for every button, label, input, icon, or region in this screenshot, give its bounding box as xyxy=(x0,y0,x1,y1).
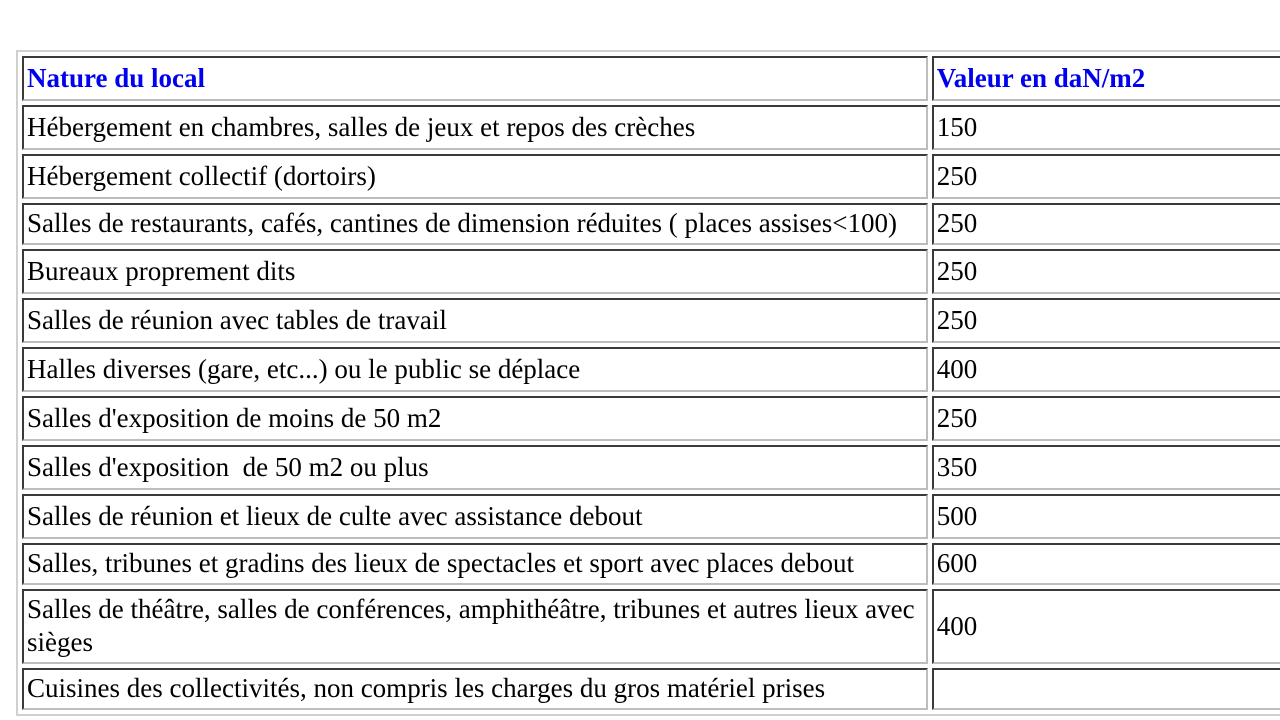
cell-valeur: 250 xyxy=(932,203,1280,245)
cell-valeur: 250 xyxy=(932,298,1280,343)
cell-valeur: 500 xyxy=(932,494,1280,539)
table-header-row xyxy=(22,56,1280,101)
header-valeur: Valeur en daN/m2 xyxy=(932,56,1280,101)
cell-nature: Salles d'exposition de moins de 50 m2 xyxy=(22,396,928,441)
cell-nature: Salles de réunion avec tables de travail xyxy=(22,298,928,343)
table-row xyxy=(22,396,1280,441)
table-row xyxy=(22,589,1280,664)
cell-nature: Halles diverses (gare, etc...) ou le public se déplace xyxy=(22,347,928,392)
loads-table xyxy=(16,50,1280,716)
cell-valeur: 250 xyxy=(932,249,1280,294)
cell-valeur: 150 xyxy=(932,105,1280,150)
cell-valeur: 400 xyxy=(932,347,1280,392)
table-row xyxy=(22,668,1280,710)
cell-nature: Bureaux proprement dits xyxy=(22,249,928,294)
cell-valeur: 250 xyxy=(932,396,1280,441)
cell-valeur: 350 xyxy=(932,445,1280,490)
table-row xyxy=(22,543,1280,585)
header-nature-du-local: Nature du local xyxy=(22,56,928,101)
table-row xyxy=(22,445,1280,490)
cell-nature: Salles de restaurants, cafés, cantines de dimension réduites ( places assises<100) xyxy=(22,203,928,245)
cell-nature: Cuisines des collectivités, non compris les charges du gros matériel prises xyxy=(22,668,928,710)
table-row xyxy=(22,494,1280,539)
cell-nature: Hébergement en chambres, salles de jeux et repos des crèches xyxy=(22,105,928,150)
cell-valeur: 400 xyxy=(932,589,1280,664)
cell-valeur: 250 xyxy=(932,154,1280,199)
cell-valeur xyxy=(932,668,1280,710)
cell-nature: Salles, tribunes et gradins des lieux de spectacles et sport avec places debout xyxy=(22,543,928,585)
cell-nature: Hébergement collectif (dortoirs) xyxy=(22,154,928,199)
table-row xyxy=(22,203,1280,245)
cell-nature: Salles de théâtre, salles de conférences, amphithéâtre, tribunes et autres lieux avec sièges xyxy=(22,589,928,664)
cell-valeur: 600 xyxy=(932,543,1280,585)
table-row xyxy=(22,154,1280,199)
table-row xyxy=(22,347,1280,392)
table-row xyxy=(22,249,1280,294)
table-row xyxy=(22,105,1280,150)
cell-nature: Salles d'exposition de 50 m2 ou plus xyxy=(22,445,928,490)
table-row xyxy=(22,298,1280,343)
cell-nature: Salles de réunion et lieux de culte avec assistance debout xyxy=(22,494,928,539)
